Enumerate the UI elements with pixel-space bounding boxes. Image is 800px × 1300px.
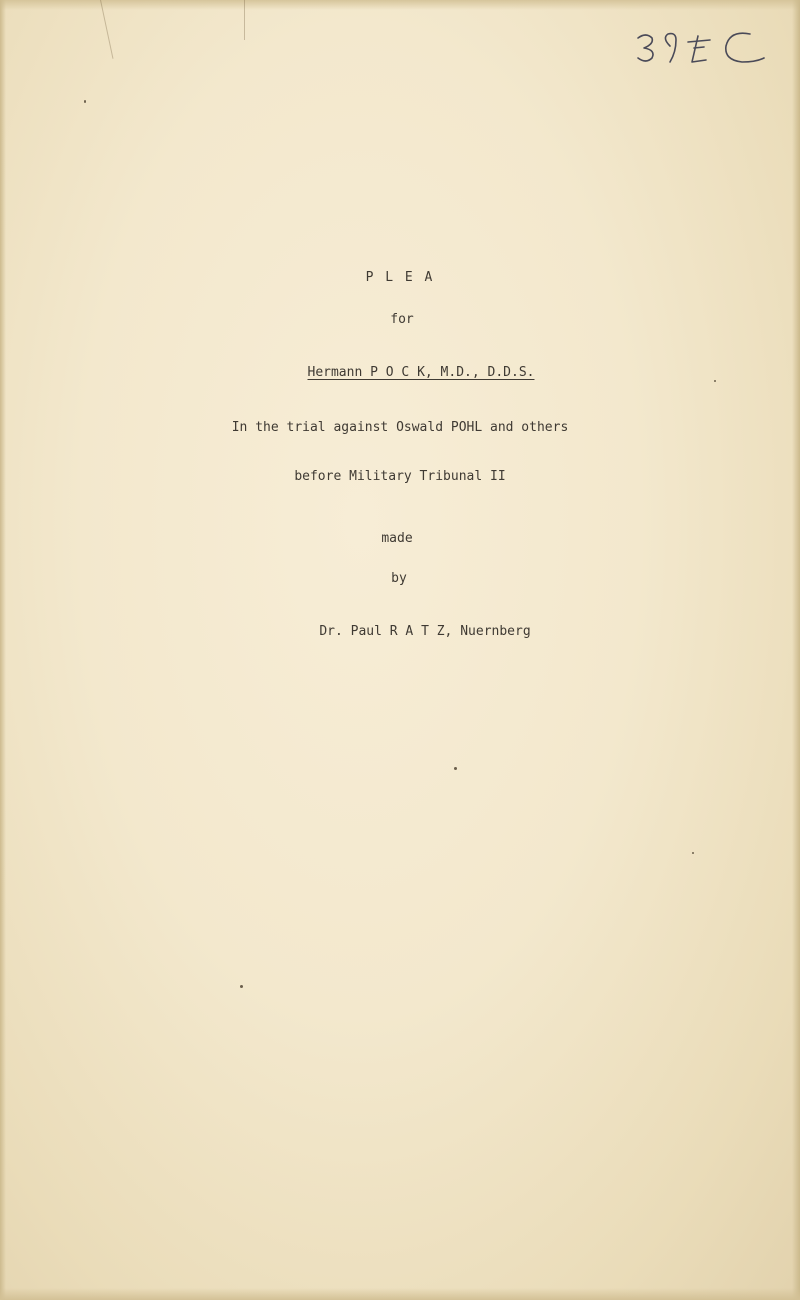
- counsel-line: Dr. Paul R A T Z, Nuernberg: [319, 624, 531, 639]
- paper-crease: [244, 0, 245, 40]
- paper-edge-top: [0, 0, 800, 10]
- trial-line: In the trial against Oswald POHL and others: [231, 420, 569, 435]
- handwritten-archive-note: [630, 26, 780, 71]
- defendant-name: [21, 365, 800, 380]
- by-label: by: [391, 571, 407, 586]
- paper-edge-right: [792, 0, 800, 1300]
- paper-speck: [714, 380, 716, 382]
- paper-speck: [84, 100, 86, 103]
- for-label: for: [390, 312, 414, 327]
- paper-edge-bottom: [0, 1288, 800, 1300]
- defendant-name-text: Hermann P O C K, M.D., D.D.S.: [307, 365, 535, 380]
- paper-edge-left: [0, 0, 6, 1300]
- paper-speck: [240, 985, 243, 988]
- paper-speck: [692, 852, 694, 854]
- handwriting-svg: [630, 26, 780, 71]
- tribunal-line: before Military Tribunal II: [294, 469, 506, 484]
- document-title: P L E A: [365, 270, 435, 285]
- paper-speck: [454, 767, 457, 770]
- made-label: made: [381, 531, 413, 546]
